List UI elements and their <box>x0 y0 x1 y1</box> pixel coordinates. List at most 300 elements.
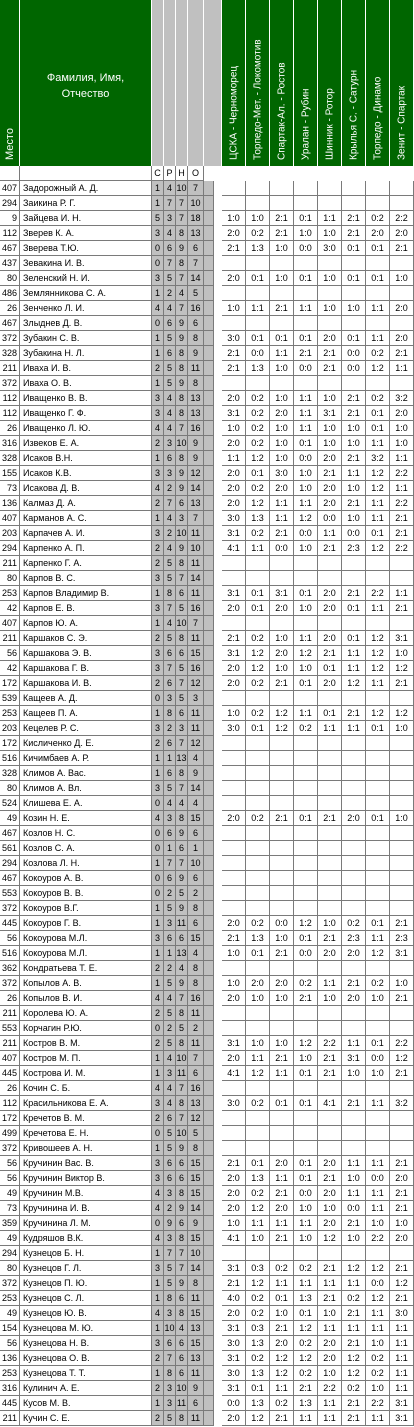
prediction-cell: 2:0 <box>222 811 246 826</box>
s-cell: 2 <box>152 361 164 376</box>
prediction-cell: 0:1 <box>366 271 390 286</box>
prediction-cell: 1:0 <box>270 631 294 646</box>
prediction-cell: 1:1 <box>342 1186 366 1201</box>
prediction-cell: 0:2 <box>246 1096 270 1111</box>
place-cell: 112 <box>0 226 20 241</box>
prediction-cell <box>270 571 294 586</box>
table-row <box>0 586 414 601</box>
n-cell: 8 <box>176 1096 188 1111</box>
prediction-cell <box>222 196 246 211</box>
prediction-cell: 1:0 <box>222 976 246 991</box>
place-cell: 362 <box>0 961 20 976</box>
prediction-cell: 2:0 <box>246 976 270 991</box>
prediction-cell: 1:0 <box>222 211 246 226</box>
spacer-cell <box>204 436 214 451</box>
prediction-cell: 1:3 <box>246 1336 270 1351</box>
o-cell: 6 <box>188 826 204 841</box>
prediction-cell <box>342 316 366 331</box>
prediction-cell: 2:0 <box>270 976 294 991</box>
prediction-cell: 2:1 <box>222 1276 246 1291</box>
prediction-cell <box>222 796 246 811</box>
o-cell: 8 <box>188 961 204 976</box>
prediction-cell: 3:1 <box>390 1411 414 1426</box>
table-row <box>0 766 414 781</box>
prediction-cell: 1:2 <box>246 1201 270 1216</box>
prediction-cell: 1:0 <box>366 1336 390 1351</box>
spacer-cell <box>204 391 214 406</box>
o-cell: 14 <box>188 271 204 286</box>
prediction-cell: 2:1 <box>318 466 342 481</box>
r-cell: 6 <box>164 826 176 841</box>
name-cell: Карпов Владимир В. <box>20 586 152 601</box>
n-cell: 6 <box>176 1336 188 1351</box>
prediction-cell: 1:2 <box>294 1351 318 1366</box>
prediction-cell <box>270 871 294 886</box>
prediction-cell: 2:0 <box>222 481 246 496</box>
r-cell: 7 <box>164 1351 176 1366</box>
header-s: С <box>152 166 164 181</box>
name-cell: Кривошеев А. Н. <box>20 1141 152 1156</box>
prediction-cell <box>294 1126 318 1141</box>
prediction-cell: 2:0 <box>222 661 246 676</box>
table-row <box>0 286 414 301</box>
spacer-cell <box>204 796 214 811</box>
place-cell: 524 <box>0 796 20 811</box>
s-cell: 1 <box>152 916 164 931</box>
prediction-cell: 0:2 <box>246 391 270 406</box>
prediction-cell: 0:1 <box>294 211 318 226</box>
place-cell: 49 <box>0 1186 20 1201</box>
table-row <box>0 961 414 976</box>
table-row <box>0 331 414 346</box>
prediction-cell <box>222 736 246 751</box>
prediction-cell <box>222 376 246 391</box>
n-cell: 3 <box>176 721 188 736</box>
prediction-cell: 2:1 <box>390 1261 414 1276</box>
header-match-5 <box>342 0 366 166</box>
table-row <box>0 1006 414 1021</box>
o-cell: 11 <box>188 1291 204 1306</box>
place-cell: 467 <box>0 241 20 256</box>
spacer-cell <box>204 1186 214 1201</box>
prediction-cell: 2:1 <box>390 1186 414 1201</box>
prediction-cell: 2:0 <box>222 436 246 451</box>
place-cell: 328 <box>0 451 20 466</box>
prediction-cell: 2:1 <box>270 226 294 241</box>
prediction-cell: 1:0 <box>342 1231 366 1246</box>
prediction-cell <box>246 556 270 571</box>
prediction-cell: 3:0 <box>222 331 246 346</box>
prediction-cell: 1:1 <box>342 646 366 661</box>
prediction-cell: 0:0 <box>270 541 294 556</box>
prediction-cell: 1:2 <box>366 646 390 661</box>
r-cell: 8 <box>164 1291 176 1306</box>
s-cell: 2 <box>152 1351 164 1366</box>
s-cell: 1 <box>152 706 164 721</box>
o-cell: 11 <box>188 361 204 376</box>
n-cell: 7 <box>176 421 188 436</box>
n-cell: 9 <box>176 871 188 886</box>
place-cell: 211 <box>0 1006 20 1021</box>
place-cell: 553 <box>0 1021 20 1036</box>
prediction-cell <box>222 901 246 916</box>
s-cell: 1 <box>152 286 164 301</box>
prediction-cell: 1:1 <box>366 1201 390 1216</box>
spacer-cell <box>204 556 214 571</box>
prediction-cell <box>222 181 246 196</box>
prediction-cell <box>222 1246 246 1261</box>
prediction-cell: 0:1 <box>294 331 318 346</box>
prediction-cell: 0:1 <box>318 706 342 721</box>
prediction-cell: 2:1 <box>318 811 342 826</box>
s-cell: 1 <box>152 1066 164 1081</box>
prediction-cell <box>318 961 342 976</box>
header-match-1 <box>246 0 270 166</box>
table-row <box>0 631 414 646</box>
header-match-label: Зенит - Спартак <box>396 85 407 160</box>
prediction-cell: 2:0 <box>390 1171 414 1186</box>
prediction-cell: 2:1 <box>390 511 414 526</box>
n-cell: 9 <box>176 481 188 496</box>
table-row <box>0 1081 414 1096</box>
prediction-cell <box>366 901 390 916</box>
name-cell: Красильникова Е. А. <box>20 1096 152 1111</box>
prediction-cell <box>246 901 270 916</box>
o-cell: 14 <box>188 781 204 796</box>
prediction-cell: 3:1 <box>318 406 342 421</box>
name-cell: Костров В. М. <box>20 1036 152 1051</box>
prediction-cell: 1:1 <box>246 1051 270 1066</box>
r-cell: 4 <box>164 406 176 421</box>
prediction-cell: 0:1 <box>270 331 294 346</box>
prediction-cell: 1:1 <box>294 631 318 646</box>
name-cell: Иващенко В. В. <box>20 391 152 406</box>
prediction-cell: 2:3 <box>342 931 366 946</box>
spacer-cell <box>204 871 214 886</box>
name-cell: Зубакина Н. Л. <box>20 346 152 361</box>
o-cell: 15 <box>188 931 204 946</box>
name-cell: Кузнецова Н. В. <box>20 1336 152 1351</box>
name-cell: Клишева Е. А. <box>20 796 152 811</box>
spacer-cell <box>204 1126 214 1141</box>
prediction-cell: 3:1 <box>222 646 246 661</box>
spacer-cell <box>204 361 214 376</box>
spacer-cell <box>204 526 214 541</box>
prediction-cell: 3:1 <box>222 1036 246 1051</box>
name-cell: Костров М. П. <box>20 1051 152 1066</box>
prediction-cell: 2:0 <box>270 601 294 616</box>
prediction-cell <box>222 766 246 781</box>
prediction-cell: 1:2 <box>366 706 390 721</box>
s-cell: 5 <box>152 211 164 226</box>
prediction-cell: 0:2 <box>342 916 366 931</box>
prediction-cell <box>366 961 390 976</box>
prediction-cell: 1:2 <box>390 1276 414 1291</box>
prediction-cell: 1:0 <box>366 1066 390 1081</box>
n-cell: 6 <box>176 1171 188 1186</box>
o-cell: 8 <box>188 1276 204 1291</box>
prediction-cell <box>342 571 366 586</box>
header-o-column <box>188 0 204 166</box>
prediction-cell: 0:3 <box>246 1321 270 1336</box>
prediction-cell: 2:0 <box>390 406 414 421</box>
prediction-cell: 1:0 <box>270 436 294 451</box>
s-cell: 2 <box>152 1411 164 1426</box>
column-letters-row <box>0 166 414 181</box>
prediction-cell: 0:1 <box>294 436 318 451</box>
prediction-cell: 3:0 <box>222 511 246 526</box>
name-cell: Кузнецова О. В. <box>20 1351 152 1366</box>
spacer-cell <box>204 256 214 271</box>
prediction-cell: 0:1 <box>294 1306 318 1321</box>
prediction-cell <box>366 376 390 391</box>
prediction-cell <box>270 196 294 211</box>
prediction-cell: 1:2 <box>390 661 414 676</box>
prediction-cell <box>366 571 390 586</box>
prediction-cell: 2:1 <box>390 991 414 1006</box>
prediction-cell: 1:1 <box>270 496 294 511</box>
place-cell: 211 <box>0 631 20 646</box>
s-cell: 1 <box>152 451 164 466</box>
prediction-cell <box>390 256 414 271</box>
name-cell: Исаков В.Н. <box>20 451 152 466</box>
place-cell: 253 <box>0 586 20 601</box>
spacer-cell <box>204 226 214 241</box>
place-cell: 294 <box>0 541 20 556</box>
name-cell: Задорожный А. Д. <box>20 181 152 196</box>
prediction-cell <box>342 781 366 796</box>
n-cell: 7 <box>176 301 188 316</box>
place-cell: 445 <box>0 916 20 931</box>
name-cell: Кострова И. М. <box>20 1066 152 1081</box>
place-cell: 499 <box>0 1126 20 1141</box>
place-cell: 80 <box>0 271 20 286</box>
prediction-cell: 0:0 <box>342 346 366 361</box>
prediction-cell: 0:1 <box>246 271 270 286</box>
prediction-cell: 2:1 <box>390 1201 414 1216</box>
name-cell: Иващенко Г. Ф. <box>20 406 152 421</box>
prediction-cell <box>222 556 246 571</box>
r-cell: 7 <box>164 601 176 616</box>
o-cell: 16 <box>188 421 204 436</box>
prediction-cell <box>246 691 270 706</box>
prediction-cell <box>366 826 390 841</box>
prediction-cell: 0:2 <box>246 631 270 646</box>
n-cell: 9 <box>176 376 188 391</box>
prediction-cell <box>318 1111 342 1126</box>
prediction-cell: 0:1 <box>294 586 318 601</box>
prediction-cell: 2:2 <box>366 1231 390 1246</box>
o-cell: 4 <box>188 946 204 961</box>
header-match-label: Торпедо - Динамо <box>372 76 383 160</box>
prediction-cell <box>342 961 366 976</box>
place-cell: 467 <box>0 826 20 841</box>
prediction-cell: 1:1 <box>366 676 390 691</box>
prediction-cell: 1:0 <box>222 706 246 721</box>
s-cell: 3 <box>152 226 164 241</box>
prediction-cell <box>390 796 414 811</box>
place-cell: 155 <box>0 466 20 481</box>
name-cell: Карпов Е. В. <box>20 601 152 616</box>
prediction-cell <box>318 571 342 586</box>
s-cell: 1 <box>152 766 164 781</box>
n-cell: 7 <box>176 856 188 871</box>
s-cell: 0 <box>152 1126 164 1141</box>
spacer-cell <box>204 1051 214 1066</box>
place-cell: 136 <box>0 496 20 511</box>
n-cell: 8 <box>176 556 188 571</box>
n-cell: 10 <box>176 436 188 451</box>
prediction-cell: 0:2 <box>294 1366 318 1381</box>
name-cell: Зверева Т.Ю. <box>20 241 152 256</box>
prediction-cell: 2:1 <box>222 346 246 361</box>
place-cell: 211 <box>0 1036 20 1051</box>
prediction-cell: 0:1 <box>246 586 270 601</box>
prediction-cell <box>342 1081 366 1096</box>
prediction-cell <box>342 796 366 811</box>
prediction-cell: 1:0 <box>318 916 342 931</box>
s-cell: 2 <box>152 676 164 691</box>
o-cell: 8 <box>188 331 204 346</box>
o-cell: 11 <box>188 1006 204 1021</box>
table-row <box>0 1411 414 1426</box>
prediction-cell: 1:2 <box>270 1366 294 1381</box>
prediction-cell: 2:2 <box>390 211 414 226</box>
o-cell: 9 <box>188 436 204 451</box>
o-cell: 11 <box>188 526 204 541</box>
prediction-cell: 2:0 <box>222 916 246 931</box>
prediction-cell <box>222 841 246 856</box>
s-cell: 3 <box>152 571 164 586</box>
prediction-cell: 2:0 <box>222 1411 246 1426</box>
prediction-cell: 1:1 <box>270 1381 294 1396</box>
name-cell: Карпов В. С. <box>20 571 152 586</box>
o-cell: 1 <box>188 841 204 856</box>
prediction-cell <box>318 616 342 631</box>
s-cell: 0 <box>152 886 164 901</box>
prediction-cell <box>342 691 366 706</box>
prediction-cell: 1:3 <box>246 1366 270 1381</box>
r-cell: 4 <box>164 301 176 316</box>
prediction-cell <box>318 376 342 391</box>
prediction-cell <box>366 1111 390 1126</box>
prediction-cell: 4:1 <box>222 1066 246 1081</box>
prediction-cell <box>390 556 414 571</box>
s-cell: 2 <box>152 1111 164 1126</box>
table-row <box>0 751 414 766</box>
o-cell: 14 <box>188 481 204 496</box>
name-cell: Кузнецов Ю. В. <box>20 1306 152 1321</box>
table-row <box>0 571 414 586</box>
name-cell: Иващенко Л. Ю. <box>20 421 152 436</box>
prediction-cell: 2:0 <box>318 1186 342 1201</box>
s-cell: 4 <box>152 1186 164 1201</box>
prediction-cell: 2:1 <box>390 1156 414 1171</box>
prediction-cell: 3:2 <box>390 391 414 406</box>
prediction-cell <box>270 1111 294 1126</box>
prediction-cell: 1:1 <box>318 211 342 226</box>
prediction-cell: 1:2 <box>318 1231 342 1246</box>
n-cell: 9 <box>176 241 188 256</box>
prediction-cell: 2:3 <box>342 541 366 556</box>
s-cell: 1 <box>152 1246 164 1261</box>
r-cell: 5 <box>164 976 176 991</box>
prediction-cell: 2:0 <box>318 496 342 511</box>
s-cell: 0 <box>152 796 164 811</box>
prediction-cell <box>270 751 294 766</box>
s-cell: 3 <box>152 526 164 541</box>
prediction-cell: 1:0 <box>270 241 294 256</box>
s-cell: 1 <box>152 196 164 211</box>
spacer-cell <box>204 1081 214 1096</box>
prediction-cell: 2:1 <box>222 1156 246 1171</box>
prediction-cell: 1:0 <box>390 646 414 661</box>
prediction-cell: 2:0 <box>390 301 414 316</box>
table-row <box>0 1306 414 1321</box>
prediction-cell <box>222 871 246 886</box>
prediction-cell: 1:1 <box>366 496 390 511</box>
prediction-cell <box>366 781 390 796</box>
table-row <box>0 991 414 1006</box>
s-cell: 2 <box>152 1006 164 1021</box>
header-place-label: Место <box>3 128 16 160</box>
s-cell: 4 <box>152 1306 164 1321</box>
name-cell: Карпов Ю. А. <box>20 616 152 631</box>
s-cell: 3 <box>152 931 164 946</box>
spacer-cell <box>204 1231 214 1246</box>
prediction-cell: 1:2 <box>294 511 318 526</box>
name-cell: Кручинина И. В. <box>20 1201 152 1216</box>
place-cell: 211 <box>0 556 20 571</box>
name-cell: Зенченко Л. И. <box>20 301 152 316</box>
name-cell: Копылов А. В. <box>20 976 152 991</box>
prediction-cell <box>342 841 366 856</box>
prediction-cell: 2:1 <box>222 931 246 946</box>
prediction-cell <box>342 901 366 916</box>
prediction-cell <box>318 256 342 271</box>
place-cell: 26 <box>0 1081 20 1096</box>
r-cell: 9 <box>164 1216 176 1231</box>
place-cell: 80 <box>0 781 20 796</box>
n-cell: 10 <box>176 181 188 196</box>
s-cell: 4 <box>152 991 164 1006</box>
o-cell: 15 <box>188 1231 204 1246</box>
n-cell: 7 <box>176 1111 188 1126</box>
s-cell: 1 <box>152 946 164 961</box>
prediction-cell: 1:1 <box>342 1036 366 1051</box>
prediction-cell: 1:0 <box>294 541 318 556</box>
prediction-cell <box>270 691 294 706</box>
prediction-cell: 2:0 <box>222 991 246 1006</box>
prediction-cell: 2:1 <box>342 1096 366 1111</box>
prediction-cell: 0:2 <box>246 706 270 721</box>
prediction-cell: 0:2 <box>246 1351 270 1366</box>
r-cell: 5 <box>164 1126 176 1141</box>
table-row <box>0 256 414 271</box>
prediction-cell <box>390 1246 414 1261</box>
name-cell: Кручинина Л. М. <box>20 1216 152 1231</box>
prediction-cell <box>366 196 390 211</box>
prediction-cell: 2:0 <box>318 1216 342 1231</box>
spacer-cell <box>204 1366 214 1381</box>
prediction-cell: 1:0 <box>270 421 294 436</box>
prediction-cell <box>318 781 342 796</box>
prediction-cell: 1:0 <box>294 466 318 481</box>
place-cell: 372 <box>0 376 20 391</box>
place-cell: 80 <box>0 1261 20 1276</box>
table-row <box>0 316 414 331</box>
r-cell: 2 <box>164 1201 176 1216</box>
